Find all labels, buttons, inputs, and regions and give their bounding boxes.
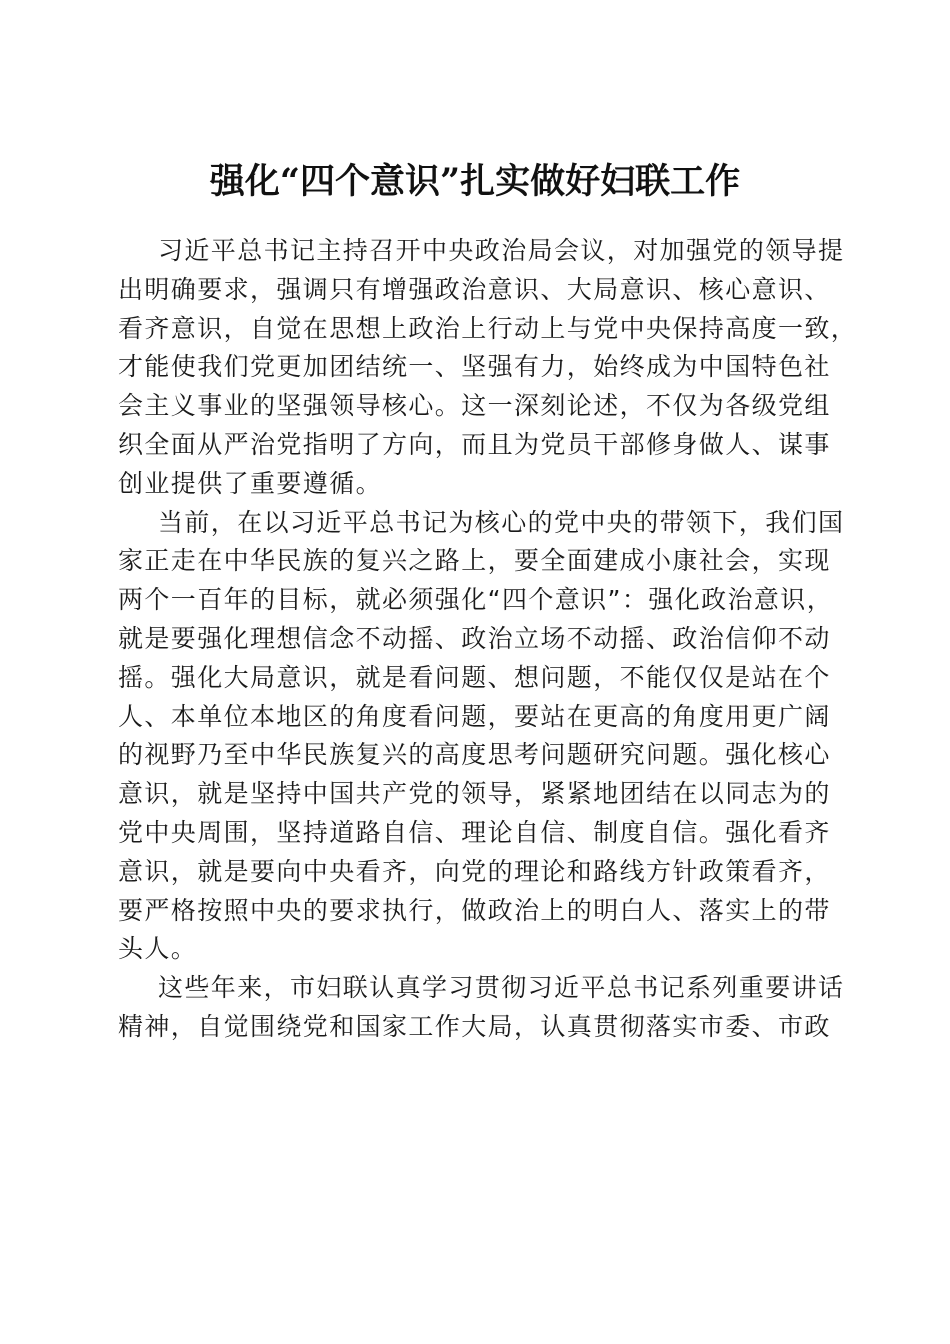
paragraph-line: 党中央周围，坚持道路自信、理论自信、制度自信。强化看齐 bbox=[118, 817, 831, 847]
paragraph-line: 家正走在中华民族的复兴之路上，要全面建成小康社会，实现 bbox=[118, 546, 831, 576]
paragraph-line: 当前，在以习近平总书记为核心的党中央的带领下，我们国 bbox=[158, 507, 845, 537]
paragraph-line: 的视野乃至中华民族复兴的高度思考问题研究问题。强化核心 bbox=[118, 740, 831, 770]
paragraph-line: 摇。强化大局意识，就是看问题、想问题，不能仅仅是站在个 bbox=[118, 662, 831, 692]
paragraph-line: 意识，就是坚持中国共产党的领导，紧紧地团结在以同志为的 bbox=[118, 779, 831, 809]
paragraph-2 bbox=[118, 504, 845, 970]
paragraph-line: 习近平总书记主持召开中央政治局会议，对加强党的领导提 bbox=[158, 236, 845, 265]
paragraph-line: 人、本单位本地区的角度看问题，要站在更高的角度用更广阔 bbox=[118, 701, 831, 731]
paragraph-line: 就是要强化理想信念不动摇、政治立场不动摇、政治信仰不动 bbox=[118, 623, 831, 653]
document-title: 强化“四个意识”扎实做好妇联工作 bbox=[209, 161, 741, 203]
paragraph-1 bbox=[118, 232, 858, 504]
paragraph-line: 出明确要求，强调只有增强政治意识、大局意识、核心意识、 bbox=[118, 274, 831, 304]
paragraph-line: 两个一百年的目标，就必须强化“四个意识”：强化政治意识， bbox=[118, 585, 834, 615]
paragraph-line: 要严格按照中央的要求执行，做政治上的明白人、落实上的带 bbox=[118, 895, 831, 925]
paragraph-line: 看齐意识，自觉在思想上政治上行动上与党中央保持高度一致， bbox=[118, 313, 858, 343]
paragraph-line: 精神，自觉围绕党和国家工作大局，认真贯彻落实市委、市政 bbox=[118, 1011, 831, 1041]
paragraph-line: 织全面从严治党指明了方向，而且为党员干部修身做人、谋事 bbox=[118, 429, 831, 459]
paragraph-line: 这些年来，市妇联认真学习贯彻习近平总书记系列重要讲话 bbox=[158, 973, 845, 1003]
paragraph-line: 会主义事业的坚强领导核心。这一深刻论述，不仅为各级党组 bbox=[118, 391, 831, 421]
paragraph-line: 创业提供了重要遵循。 bbox=[118, 468, 383, 498]
paragraph-line: 头人。 bbox=[118, 934, 198, 964]
paragraph-line: 意识，就是要向中央看齐，向党的理论和路线方针政策看齐， bbox=[118, 856, 831, 886]
paragraph-3 bbox=[118, 969, 845, 1047]
document-body bbox=[118, 232, 858, 1047]
paragraph-line: 才能使我们党更加团结统一、坚强有力，始终成为中国特色社 bbox=[118, 352, 831, 382]
